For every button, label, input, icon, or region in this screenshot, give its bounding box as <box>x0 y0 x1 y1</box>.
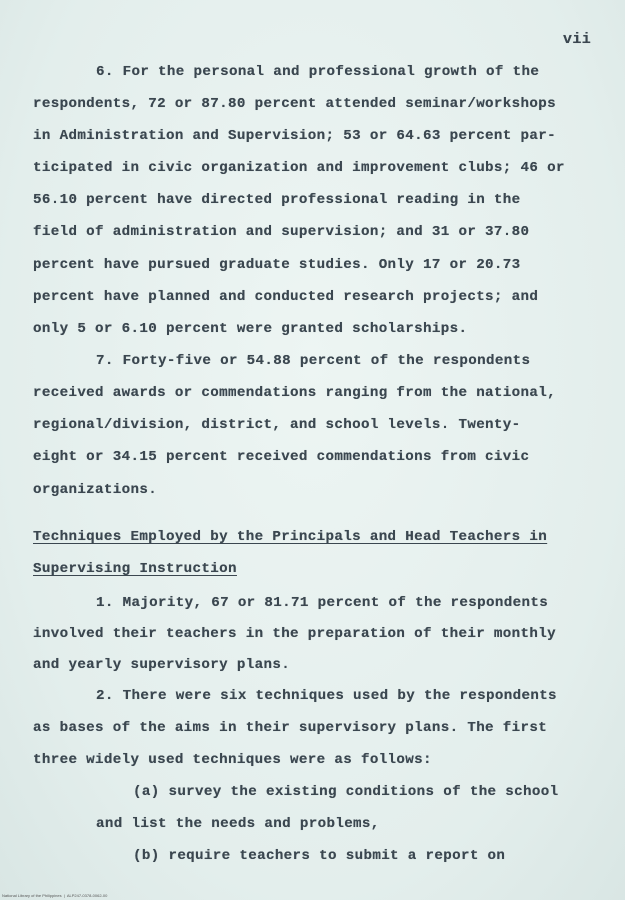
text-line: percent have planned and conducted research projects; and <box>33 289 539 305</box>
text-line: 6. For the personal and professional growth of the <box>96 64 540 80</box>
text-line: field of administration and supervision; and 31 or 37.80 <box>33 224 530 240</box>
text-line: percent have pursued graduate studies. Only 17 or 20.73 <box>33 257 521 273</box>
text-line: in Administration and Supervision; 53 or 64.63 percent par- <box>33 128 556 144</box>
text-line: regional/division, district, and school levels. Twenty- <box>33 417 521 433</box>
section-heading: Techniques Employed by the Principals and Head Teachers in <box>33 529 548 545</box>
text-line: as bases of the aims in their supervisory plans. The first <box>33 720 548 736</box>
text-line: respondents, 72 or 87.80 percent attended seminar/workshops <box>33 96 556 112</box>
page-number: vii <box>563 31 592 48</box>
text-line: only 5 or 6.10 percent were granted scholarships. <box>33 321 468 337</box>
text-line: received awards or commendations ranging from the national, <box>33 385 556 401</box>
text-line: and yearly supervisory plans. <box>33 657 291 673</box>
text-line: and list the needs and problems, <box>96 816 380 832</box>
text-line: 7. Forty-five or 54.88 percent of the respondents <box>96 353 531 369</box>
text-line: involved their teachers in the preparation of their monthly <box>33 626 556 642</box>
text-line: (b) require teachers to submit a report on <box>133 848 506 864</box>
text-line: organizations. <box>33 482 158 498</box>
text-line: (a) survey the existing conditions of the school <box>133 784 559 800</box>
text-line: 1. Majority, 67 or 81.71 percent of the respondents <box>96 595 549 611</box>
text-line: ticipated in civic organization and improvement clubs; 46 or <box>33 160 565 176</box>
section-heading: Supervising Instruction <box>33 561 237 577</box>
text-line: 56.10 percent have directed professional reading in the <box>33 192 521 208</box>
archive-footer: National Library of the Philippines | ALP247-0378-0062-00 <box>2 893 108 898</box>
text-line: three widely used techniques were as follows: <box>33 752 432 768</box>
text-line: 2. There were six techniques used by the respondents <box>96 688 557 704</box>
text-line: eight or 34.15 percent received commendations from civic <box>33 449 530 465</box>
